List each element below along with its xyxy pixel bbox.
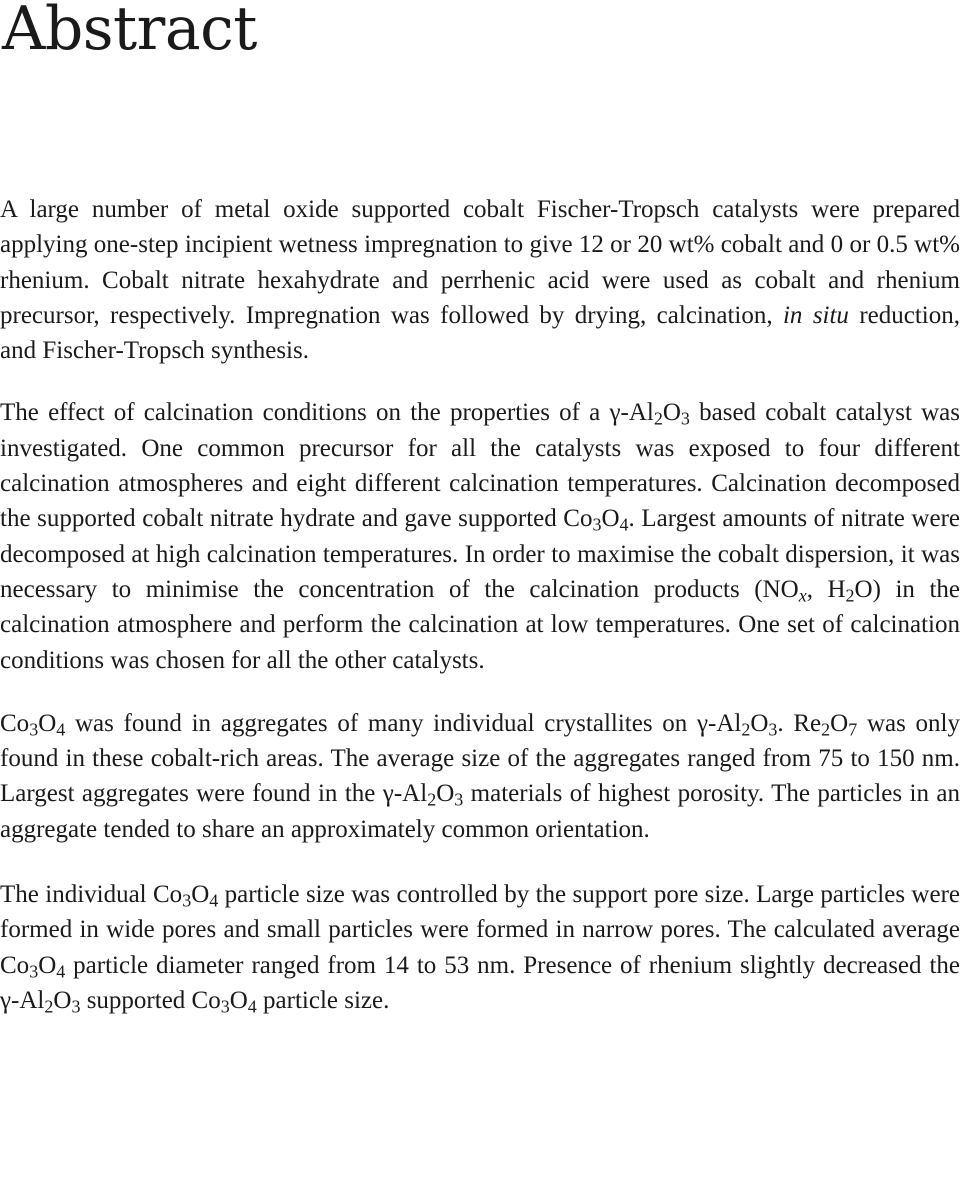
text-run: O bbox=[830, 709, 849, 737]
text-run: O bbox=[750, 709, 769, 737]
text-run: The individual Co bbox=[0, 881, 183, 909]
paragraph-particle-size bbox=[0, 877, 960, 1018]
subscript: 2 bbox=[653, 408, 663, 429]
subscript: 4 bbox=[209, 890, 219, 911]
paragraph-preparation bbox=[0, 192, 960, 368]
text-run: O bbox=[191, 881, 210, 909]
subscript: 4 bbox=[56, 961, 66, 982]
paragraph-aggregates bbox=[0, 706, 960, 847]
text-run: , H bbox=[806, 575, 846, 603]
subscript: 2 bbox=[427, 789, 437, 810]
subscript: 3 bbox=[680, 408, 690, 429]
paragraph-calcination bbox=[0, 395, 960, 677]
subscript: 3 bbox=[454, 789, 464, 810]
subscript: 3 bbox=[29, 719, 39, 740]
subscript: 7 bbox=[848, 719, 858, 740]
subscript: 3 bbox=[182, 890, 192, 911]
text-run: based cobalt catalyst was investigated. One common precursor for all the catalysts was exposed to four different calcination atmospheres and eight different calcination temperatures. Calcination decomposed the supported cobalt nitrate hydrate and gave supported Co bbox=[0, 399, 960, 533]
page-title: Abstract bbox=[2, 0, 257, 64]
subscript: 3 bbox=[220, 996, 230, 1017]
text-run: particle size was controlled by the support pore size. Large particles were formed in wide pores and small particles were formed in narrow pores. The calculated average Co bbox=[0, 881, 960, 979]
text-run: A large number of metal oxide supported cobalt Fischer-Tropsch catalysts were prepared applying one-step incipient wetness impregnation to give 12 or 20 wt% cobalt and 0 or 0.5 wt% rhenium. Cobalt nitrate hexahydrate and perrhenic acid were used as cobalt and rhenium precursor, respectively. Impregnation was followed by drying, calcination, bbox=[0, 196, 960, 329]
subscript: 2 bbox=[821, 719, 831, 740]
text-run: O bbox=[38, 951, 57, 979]
text-run: O bbox=[229, 986, 248, 1014]
italic-term: in situ bbox=[782, 301, 849, 329]
text-run: O bbox=[601, 505, 620, 533]
subscript: 3 bbox=[592, 514, 602, 535]
subscript: 2 bbox=[845, 585, 855, 606]
subscript: 4 bbox=[247, 996, 257, 1017]
abstract-body bbox=[0, 192, 960, 1018]
subscript: x bbox=[798, 585, 807, 606]
text-run: O bbox=[436, 780, 455, 808]
subscript: 4 bbox=[619, 514, 629, 535]
text-run: O) in the calcination atmosphere and perform the calcination at low temperatures. One set of calcination conditions was chosen for all the other catalysts. bbox=[0, 575, 960, 674]
text-run: was found in aggregates of many individual crystallites on γ-Al bbox=[65, 709, 742, 737]
text-run: was only found in these cobalt-rich areas. The average size of the aggregates ranged from 75 to 150 nm. Largest aggregates were found in the γ-Al bbox=[0, 709, 960, 808]
subscript: 2 bbox=[44, 996, 54, 1017]
text-run: O bbox=[38, 709, 57, 737]
text-run: O bbox=[662, 399, 681, 427]
subscript: 4 bbox=[56, 719, 66, 740]
subscript: 2 bbox=[741, 719, 751, 740]
subscript: 3 bbox=[768, 719, 778, 740]
text-run: . Largest amounts of nitrate were decomposed at high calcination temperatures. In order to maximise the cobalt dispersion, it was necessary to minimise the concentration of the calcination products (NO bbox=[0, 505, 960, 603]
text-run: materials of highest porosity. The particles in an aggregate tended to share an approximately common orientation. bbox=[0, 780, 960, 843]
subscript: 3 bbox=[29, 961, 39, 982]
text-run: O bbox=[53, 986, 72, 1014]
text-run: . Re bbox=[777, 709, 822, 737]
text-run: supported Co bbox=[80, 986, 221, 1014]
text-run: The effect of calcination conditions on the properties of a γ-Al bbox=[0, 399, 654, 427]
text-run: reduction, and Fischer-Tropsch synthesis. bbox=[0, 301, 960, 365]
text-run: Co bbox=[0, 709, 30, 737]
text-run: particle size. bbox=[256, 986, 390, 1014]
text-run: particle diameter ranged from 14 to 53 nm. Presence of rhenium slightly decreased the γ-Al bbox=[0, 951, 960, 1014]
subscript: 3 bbox=[71, 996, 81, 1017]
